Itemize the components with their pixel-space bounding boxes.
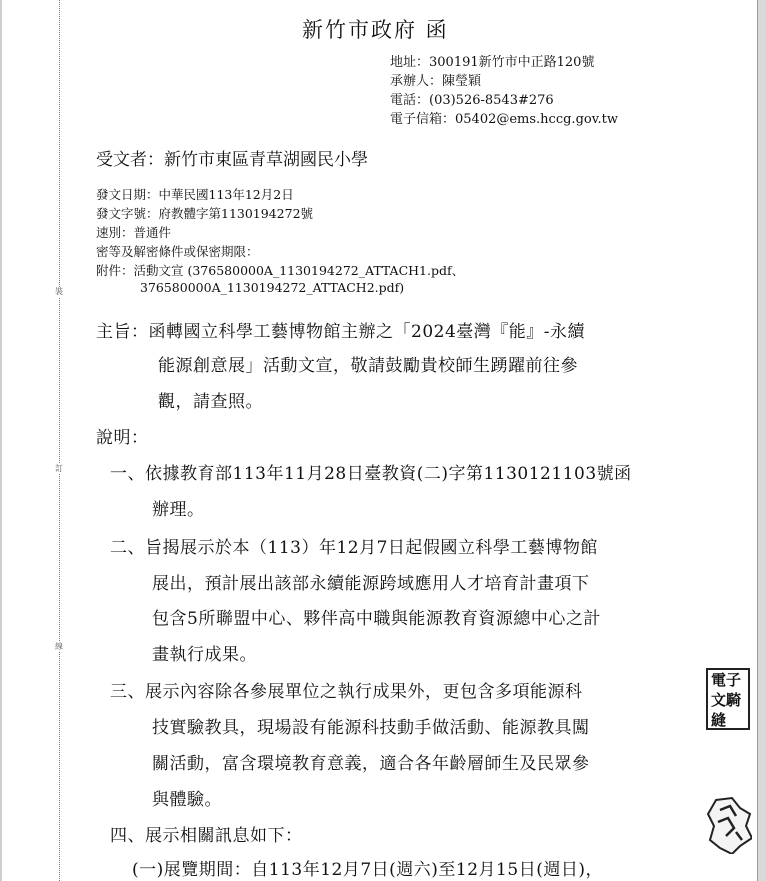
item-3-line-4: 與體驗。 (152, 790, 222, 810)
contact-phone: 電話：(03)526-8543#276 (390, 93, 554, 108)
binding-line (59, 0, 60, 881)
scrollbar-track[interactable] (758, 0, 766, 881)
item-2-line-2: 展出，預計展出該部永續能源跨域應用人才培育計畫項下 (152, 574, 590, 594)
binding-mark-zhuang: 裝 (55, 287, 63, 296)
sub-item-1-line-1: (一)展覽期間：自113年12月7日(週六)至12月15日(週日)， (132, 860, 603, 880)
explanation-heading: 說明： (96, 428, 149, 448)
binding-mark-xian: 線 (55, 642, 63, 651)
stamp-text: 電子文騎縫 (711, 671, 742, 729)
electronic-document-stamp (706, 668, 750, 730)
page-left-edge (0, 0, 2, 881)
speed-class: 速別：普通件 (96, 225, 172, 240)
subject-line-3: 觀，請查照。 (158, 392, 263, 412)
binding-mark-ding: 訂 (55, 464, 63, 473)
item-2-line-3: 包含5所聯盟中心、夥伴高中職與能源教育資源總中心之計 (152, 609, 601, 629)
recipient: 受文者：新竹市東區青草湖國民小學 (96, 150, 368, 170)
contact-email: 電子信箱：05402@ems.hccg.gov.tw (390, 112, 619, 127)
item-1-line-1: 一、依據教育部113年11月28日臺教資(二)字第1130121103號函 (110, 464, 632, 484)
subject-line-2: 能源創意展」活動文宣，敬請鼓勵貴校師生踴躍前往參 (158, 356, 578, 376)
item-2-line-1: 二、旨揭展示於本（113）年12月7日起假國立科學工藝博物館 (110, 538, 598, 558)
item-1-line-2: 辦理。 (152, 500, 205, 520)
item-2-line-4: 畫執行成果。 (152, 645, 257, 665)
document-title: 新竹市政府 函 (302, 18, 449, 42)
attachment-line-2[interactable]: 376580000A_1130194272_ATTACH2.pdf) (140, 280, 405, 295)
contact-address: 地址：300191新竹市中正路120號 (390, 55, 595, 70)
document-number: 發文字號：府教體字第1130194272號 (96, 206, 314, 221)
contact-handler: 承辦人：陳瑩穎 (390, 74, 482, 89)
item-3-line-3: 關活動，富含環境教育意義，適合各年齡層師生及民眾參 (152, 754, 590, 774)
issue-date: 發文日期：中華民國113年12月2日 (96, 187, 294, 202)
item-3-line-2: 技實驗教具，現場設有能源科技動手做活動、能源教具闖 (152, 718, 590, 738)
subject-line-1: 主旨：函轉國立科學工藝博物館主辦之「2024臺灣『能』-永續 (96, 322, 586, 342)
item-4-line-1: 四、展示相關訊息如下： (110, 826, 303, 846)
attachment-line-1: 附件：活動文宣 (376580000A_1130194272_ATTACH1.pdf、 (96, 263, 465, 278)
seal-fragment-icon (706, 796, 752, 854)
secrecy-level: 密等及解密條件或保密期限： (96, 244, 259, 259)
item-3-line-1: 三、展示內容除各參展單位之執行成果外，更包含多項能源科 (110, 682, 583, 702)
